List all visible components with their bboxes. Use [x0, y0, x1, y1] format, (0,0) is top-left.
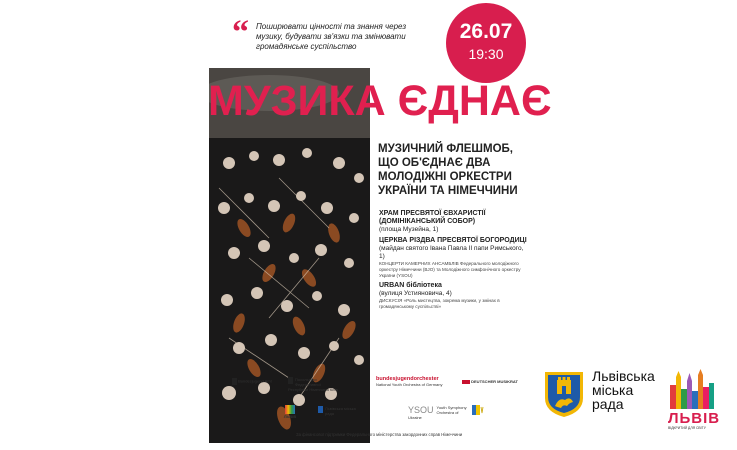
sponsor-logo-ysou: YSOU Youth Symphony Orchestra of Ukraine [408, 405, 467, 420]
ukraine-trident-icon [472, 405, 484, 416]
eagle-icon [288, 377, 293, 384]
musikrat-icon [462, 380, 470, 384]
venue-address: (вулиця Устияновича, 4) [379, 290, 452, 297]
venue-note: КОНЦЕРТИ КАМЕРНИХ АНСАМБЛІВ Федерального молодіжного оркестру Німеччини (BJO) та Молодіжного симфонічного оркестру України (YSOU) [379, 261, 521, 278]
trident-icon [472, 405, 484, 415]
footer-note: За фінансової підтримки Федерального міністерства закордонних справ Німеччини [296, 432, 463, 437]
venue-address: (площа Музейна, 1) [379, 226, 439, 233]
quote-text: Поширювати цінності та знання через музику, будувати зв'язки та змінювати громадянське суспільство [256, 22, 407, 51]
date-badge [446, 3, 526, 83]
venue-2 [379, 237, 529, 279]
crest-mini-icon [318, 406, 323, 413]
venue-address: (майдан святого Івана Павла II папи Римського, 1) [379, 245, 524, 260]
venue-name: ХРАМ ПРЕСВЯТОЇ ЄВХАРИСТІЇ (ДОМІНІКАНСЬКИЙ СОБОР) [379, 210, 486, 225]
event-date: 26.07 [459, 20, 513, 43]
venue-3 [379, 282, 529, 310]
venue-1 [379, 210, 529, 234]
city-council-name: Львівська міська рада [592, 368, 655, 412]
lviv-mini-icon [285, 405, 295, 414]
sponsor-logo-lviv: ЛЬВІВ [283, 405, 297, 419]
venue-name: URBAN бібліотека [379, 282, 442, 289]
lviv-brand-word: ЛЬВІВ [668, 410, 721, 427]
quote-mark-icon: “ [232, 14, 249, 51]
sponsor-logo-bundesjugendamt: Bundesjugend Amt [232, 378, 272, 385]
venue-note: ДИСКУСІЯ «Роль мистецтва, зокрема музики, у змінах в громадянському суспільстві» [379, 298, 500, 309]
eagle-icon [232, 378, 237, 385]
sponsor-logo-embassy: Посольство Федеративної Республіки Німеччина Київ [288, 377, 338, 392]
headline: МУЗИКА ЄДНАЄ [208, 77, 552, 125]
lead-text: МУЗИЧНИЙ ФЛЕШМОБ, ЩО ОБ'ЄДНАЄ ДВА МОЛОДІЖНІ ОРКЕСТРИ УКРАЇНИ ТА НІМЕЧЧИНИ [378, 143, 518, 197]
sponsor-logo-deutscher-musikrat: DEUTSCHER MUSIKRAT [462, 379, 522, 384]
venue-name: ЦЕРКВА РІЗДВА ПРЕСВЯТОЇ БОГОРОДИЦІ [379, 237, 527, 244]
event-time: 19:30 [468, 46, 504, 62]
sponsor-logo-bundesjugendorchester: bundesjugendorchester National Youth Orchestra of Germany [376, 376, 443, 387]
lviv-brand-slogan: ВІДКРИТИЙ ДЛЯ СВІТУ [668, 426, 706, 430]
lviv-crest-icon [543, 370, 585, 418]
sponsor-logo-city-council-mini: Львівська міська рада [318, 406, 358, 416]
